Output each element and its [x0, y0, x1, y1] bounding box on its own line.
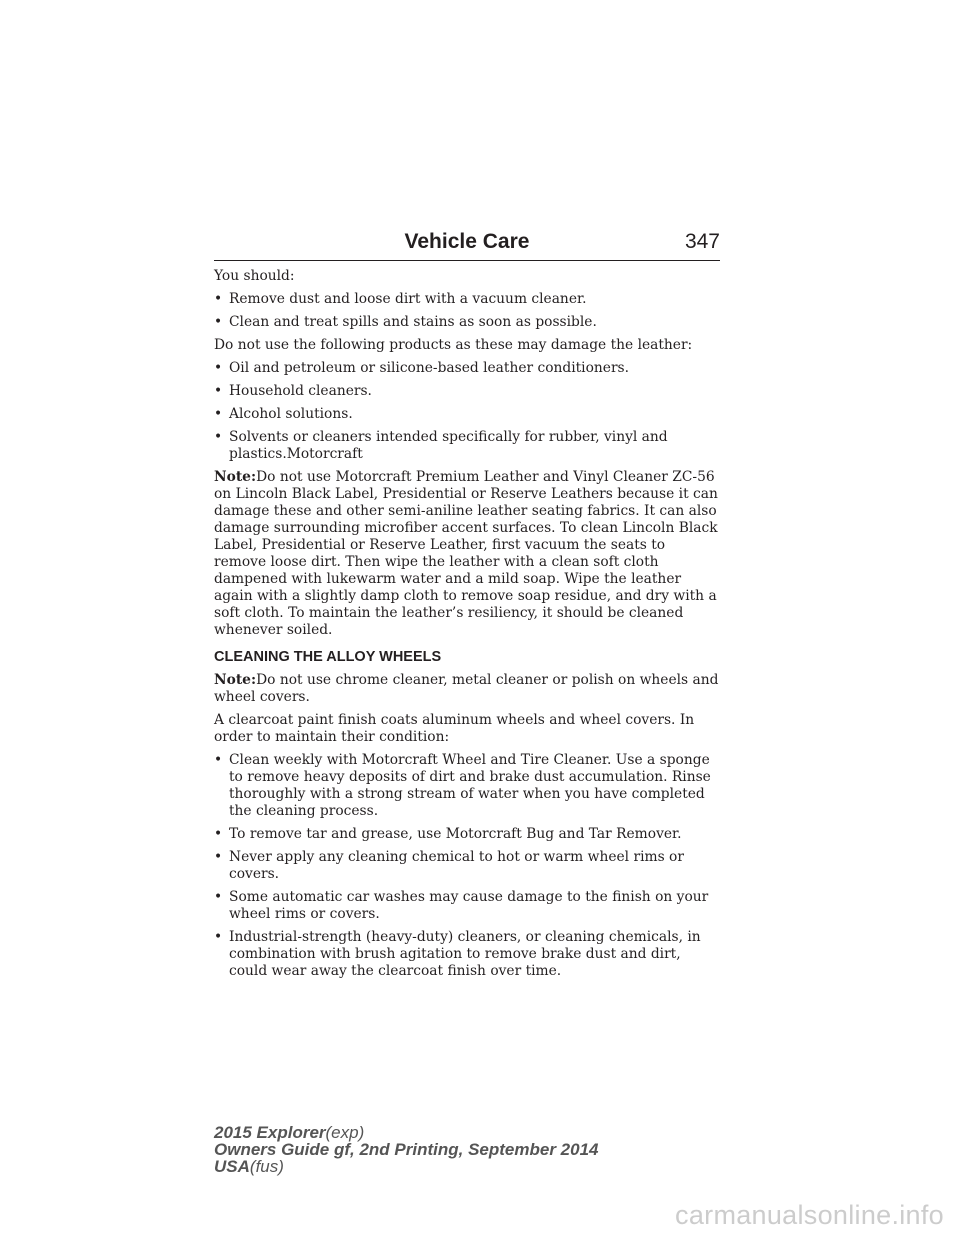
footer-line-model [214, 1124, 598, 1141]
page-number: 347 [684, 230, 720, 253]
watermark: carmanualsonline.info [675, 1200, 944, 1230]
list-item-text: To remove tar and grease, use Motorcraft Bug and Tar Remover. [229, 826, 682, 842]
list-item [214, 849, 720, 883]
bullet-icon: • [214, 314, 223, 330]
bullet-icon: • [214, 929, 223, 945]
bullet-icon: • [214, 383, 223, 399]
list-item-text: Clean and treat spills and stains as soon as possible. [229, 314, 597, 330]
list-item [214, 406, 720, 423]
list-item [214, 826, 720, 843]
list-item [214, 360, 720, 377]
bullet-icon: • [214, 429, 223, 445]
list-item-text: Some automatic car washes may cause damage to the finish on your wheel rims or covers. [229, 889, 709, 922]
list-item-text: Clean weekly with Motorcraft Wheel and Tire Cleaner. Use a sponge to remove heavy deposits of dirt and brake dust accumulation. Rinse thoroughly with a strong stream of water when you have completed the cleaning process. [229, 752, 711, 819]
bullet-icon: • [214, 360, 223, 376]
footer-line-edition: Owners Guide gf, 2nd Printing, September 2014 [214, 1140, 599, 1159]
section-heading: CLEANING THE ALLOY WHEELS [214, 649, 442, 665]
do-not-intro: Do not use the following products as these may damage the leather: [214, 337, 693, 353]
list-item-text: Remove dust and loose dirt with a vacuum cleaner. [229, 291, 587, 307]
bullet-icon: • [214, 849, 223, 865]
note-label: Note: [214, 672, 257, 688]
note-label: Note: [214, 469, 257, 485]
list-item [214, 291, 720, 308]
list-item-text: Oil and petroleum or silicone-based leather conditioners. [229, 360, 630, 376]
footer-line-market [214, 1158, 598, 1175]
list-item-text: Industrial-strength (heavy-duty) cleaners, or cleaning chemicals, in combination with brush agitation to remove brake dust and dirt, could wear away the clearcoat finish over time. [229, 929, 701, 979]
list-item [214, 383, 720, 400]
page-header [214, 226, 720, 261]
intro-text: You should: [214, 268, 295, 284]
footer-market-code: (fus) [249, 1157, 284, 1176]
note-text: Do not use chrome cleaner, metal cleaner or polish on wheels and wheel covers. [214, 672, 719, 705]
footer-market: USA [214, 1157, 250, 1176]
page-content [214, 268, 720, 986]
list-item-text: Solvents or cleaners intended specifically for rubber, vinyl and plastics.Motorcraft [229, 429, 668, 462]
list-item-text: Household cleaners. [229, 383, 372, 399]
bullet-icon: • [214, 291, 223, 307]
list-item [214, 429, 720, 463]
note-paragraph [214, 469, 720, 639]
bullet-icon: • [214, 752, 223, 768]
bullet-icon: • [214, 889, 223, 905]
list-item-text: Never apply any cleaning chemical to hot or warm wheel rims or covers. [229, 849, 684, 882]
footer-model-code: (exp) [325, 1123, 365, 1142]
wheels-intro: A clearcoat paint finish coats aluminum wheels and wheel covers. In order to maintain their condition: [214, 712, 695, 745]
list-item-text: Alcohol solutions. [229, 406, 353, 422]
section-title: Vehicle Care [404, 230, 530, 253]
list-item [214, 889, 720, 923]
bullet-icon: • [214, 406, 223, 422]
list-item [214, 752, 720, 820]
footer-model: 2015 Explorer [214, 1123, 326, 1142]
list-item [214, 314, 720, 331]
bullet-icon: • [214, 826, 223, 842]
note-text: Do not use Motorcraft Premium Leather and Vinyl Cleaner ZC-56 on Lincoln Black Label, Presidential or Reserve Leathers because it can damage these and other semi-aniline leather seating fabrics. It can also damage surrounding microfiber accent surfaces. To clean Lincoln Black Label, Presidential or Reserve Leather, first vacuum the seats to remove loose dirt. Then wipe the leather with a clean soft cloth dampened with lukewarm water and a mild soap. Wipe the leather again with a slightly damp cloth to remove soap residue, and dry with a soft cloth. To maintain the leather’s resiliency, it should be cleaned whenever soiled. [214, 469, 718, 638]
document-footer [214, 1124, 598, 1175]
list-item [214, 929, 720, 980]
note-paragraph [214, 672, 720, 706]
